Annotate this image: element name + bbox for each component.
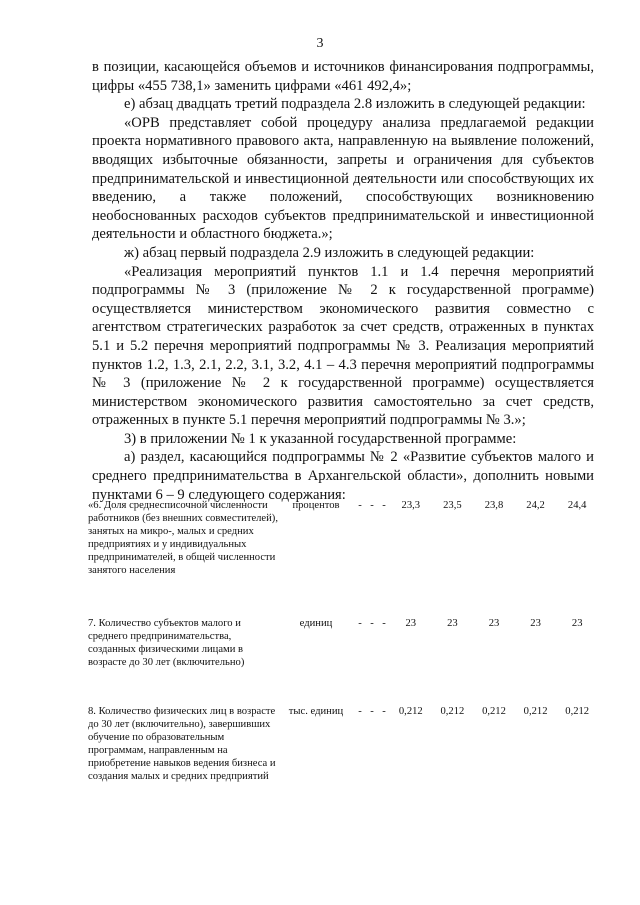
empty-value-dash: - [370, 500, 374, 511]
indicator-description: 8. Количество физических лиц в возрасте до 30 лет (включительно), завершивших обучение по образовательным программам, направленным на приобретение навыков ведения бизнеса и создания малых и средних предприятий [88, 706, 276, 782]
indicator-table [88, 500, 598, 816]
indicator-value: 23 [530, 618, 541, 629]
table-row [88, 500, 598, 618]
indicator-value: 23 [571, 618, 583, 629]
indicator-value: 23,5 [443, 500, 462, 511]
empty-value-dash: - [382, 706, 386, 717]
indicator-value: 0,212 [523, 706, 548, 717]
indicator-value: 0,212 [565, 706, 590, 717]
document-body [92, 58, 594, 504]
empty-value-dash: - [358, 500, 362, 511]
empty-value-dash: - [370, 618, 374, 629]
indicator-unit: единиц [299, 618, 333, 629]
paragraph: ж) абзац первый подраздела 2.9 изложить в следующей редакции: [124, 244, 535, 261]
indicator-unit: тыс. единиц [288, 706, 344, 717]
paragraph: «ОРВ представляет собой процедуру анализа предлагаемой редакции проекта нормативного правового акта, направленную на выявление положений, вводящих избыточные обязанности, запреты и ограничения для субъектов предпринимательской и инвестиционной деятельности или способствующих их введению, а также положений, способствующих возникновению необоснованных расходов субъектов предпринимательской и инвестиционной деятельности и областного бюджета.»; [92, 114, 594, 243]
indicator-unit: процентов [292, 500, 340, 511]
indicator-value: 24,2 [526, 500, 545, 511]
indicator-value: 0,212 [440, 706, 465, 717]
indicator-value: 0,212 [398, 706, 423, 717]
indicator-description: «6. Доля среднесписочной численности работников (без внешних совместителей), занятых на микро-, малых и средних предприятиях и у индивидуальных предпринимателей, в общей численности занятого населения [88, 500, 278, 576]
empty-value-dash: - [358, 618, 362, 629]
paragraph: 3) в приложении № 1 к указанной государственной программе: [124, 430, 517, 447]
indicator-value: 24,4 [567, 500, 587, 511]
paragraph: в позиции, касающейся объемов и источников финансирования подпрограммы, цифры «455 738,1» заменить цифрами «461 492,4»; [92, 59, 594, 94]
indicator-value: 0,212 [482, 706, 506, 717]
page-number: 3 [316, 36, 324, 51]
empty-value-dash: - [358, 706, 362, 717]
indicator-description: 7. Количество субъектов малого и среднего предпринимательства, созданных физическими лицами в возрасте до 30 лет (включительно) [88, 618, 245, 668]
paragraph: «Реализация мероприятий пунктов 1.1 и 1.4 перечня мероприятий подпрограммы № 3 (приложение № 2 к государственной программе) осуществляется министерством экономического развития совместно с агентством стратегических разработок за счет средств, отраженных в пунктах 5.1 и 5.2 перечня мероприятий подпрограммы № 3. Реализация мероприятий пунктов 1.2, 1.3, 2.1, 2.2, 3.1, 3.2, 4.1 – 4.3 перечня мероприятий подпрограммы № 3 (приложение № 2 к государственной программе) осуществляется министерством экономического развития самостоятельно за счет средств, отраженных в пункте 5.1 перечня мероприятий подпрограммы № 3.»; [92, 263, 594, 429]
indicator-value: 23,3 [401, 500, 421, 511]
indicator-value: 23 [405, 618, 417, 629]
indicator-value: 23 [488, 618, 500, 629]
table-row [88, 706, 598, 816]
paragraph: а) раздел, касающийся подпрограммы № 2 «Развитие субъектов малого и среднего предпринимательства в Архангельской области», дополнить новыми пунктами 6 – 9 следующего содержания: [92, 449, 594, 503]
empty-value-dash: - [382, 500, 386, 511]
empty-value-dash: - [370, 706, 374, 717]
empty-value-dash: - [382, 618, 386, 629]
paragraph: е) абзац двадцать третий подраздела 2.8 изложить в следующей редакции: [124, 96, 586, 113]
table-row [88, 618, 598, 706]
indicator-value: 23 [447, 618, 458, 629]
indicator-value: 23,8 [484, 500, 504, 511]
